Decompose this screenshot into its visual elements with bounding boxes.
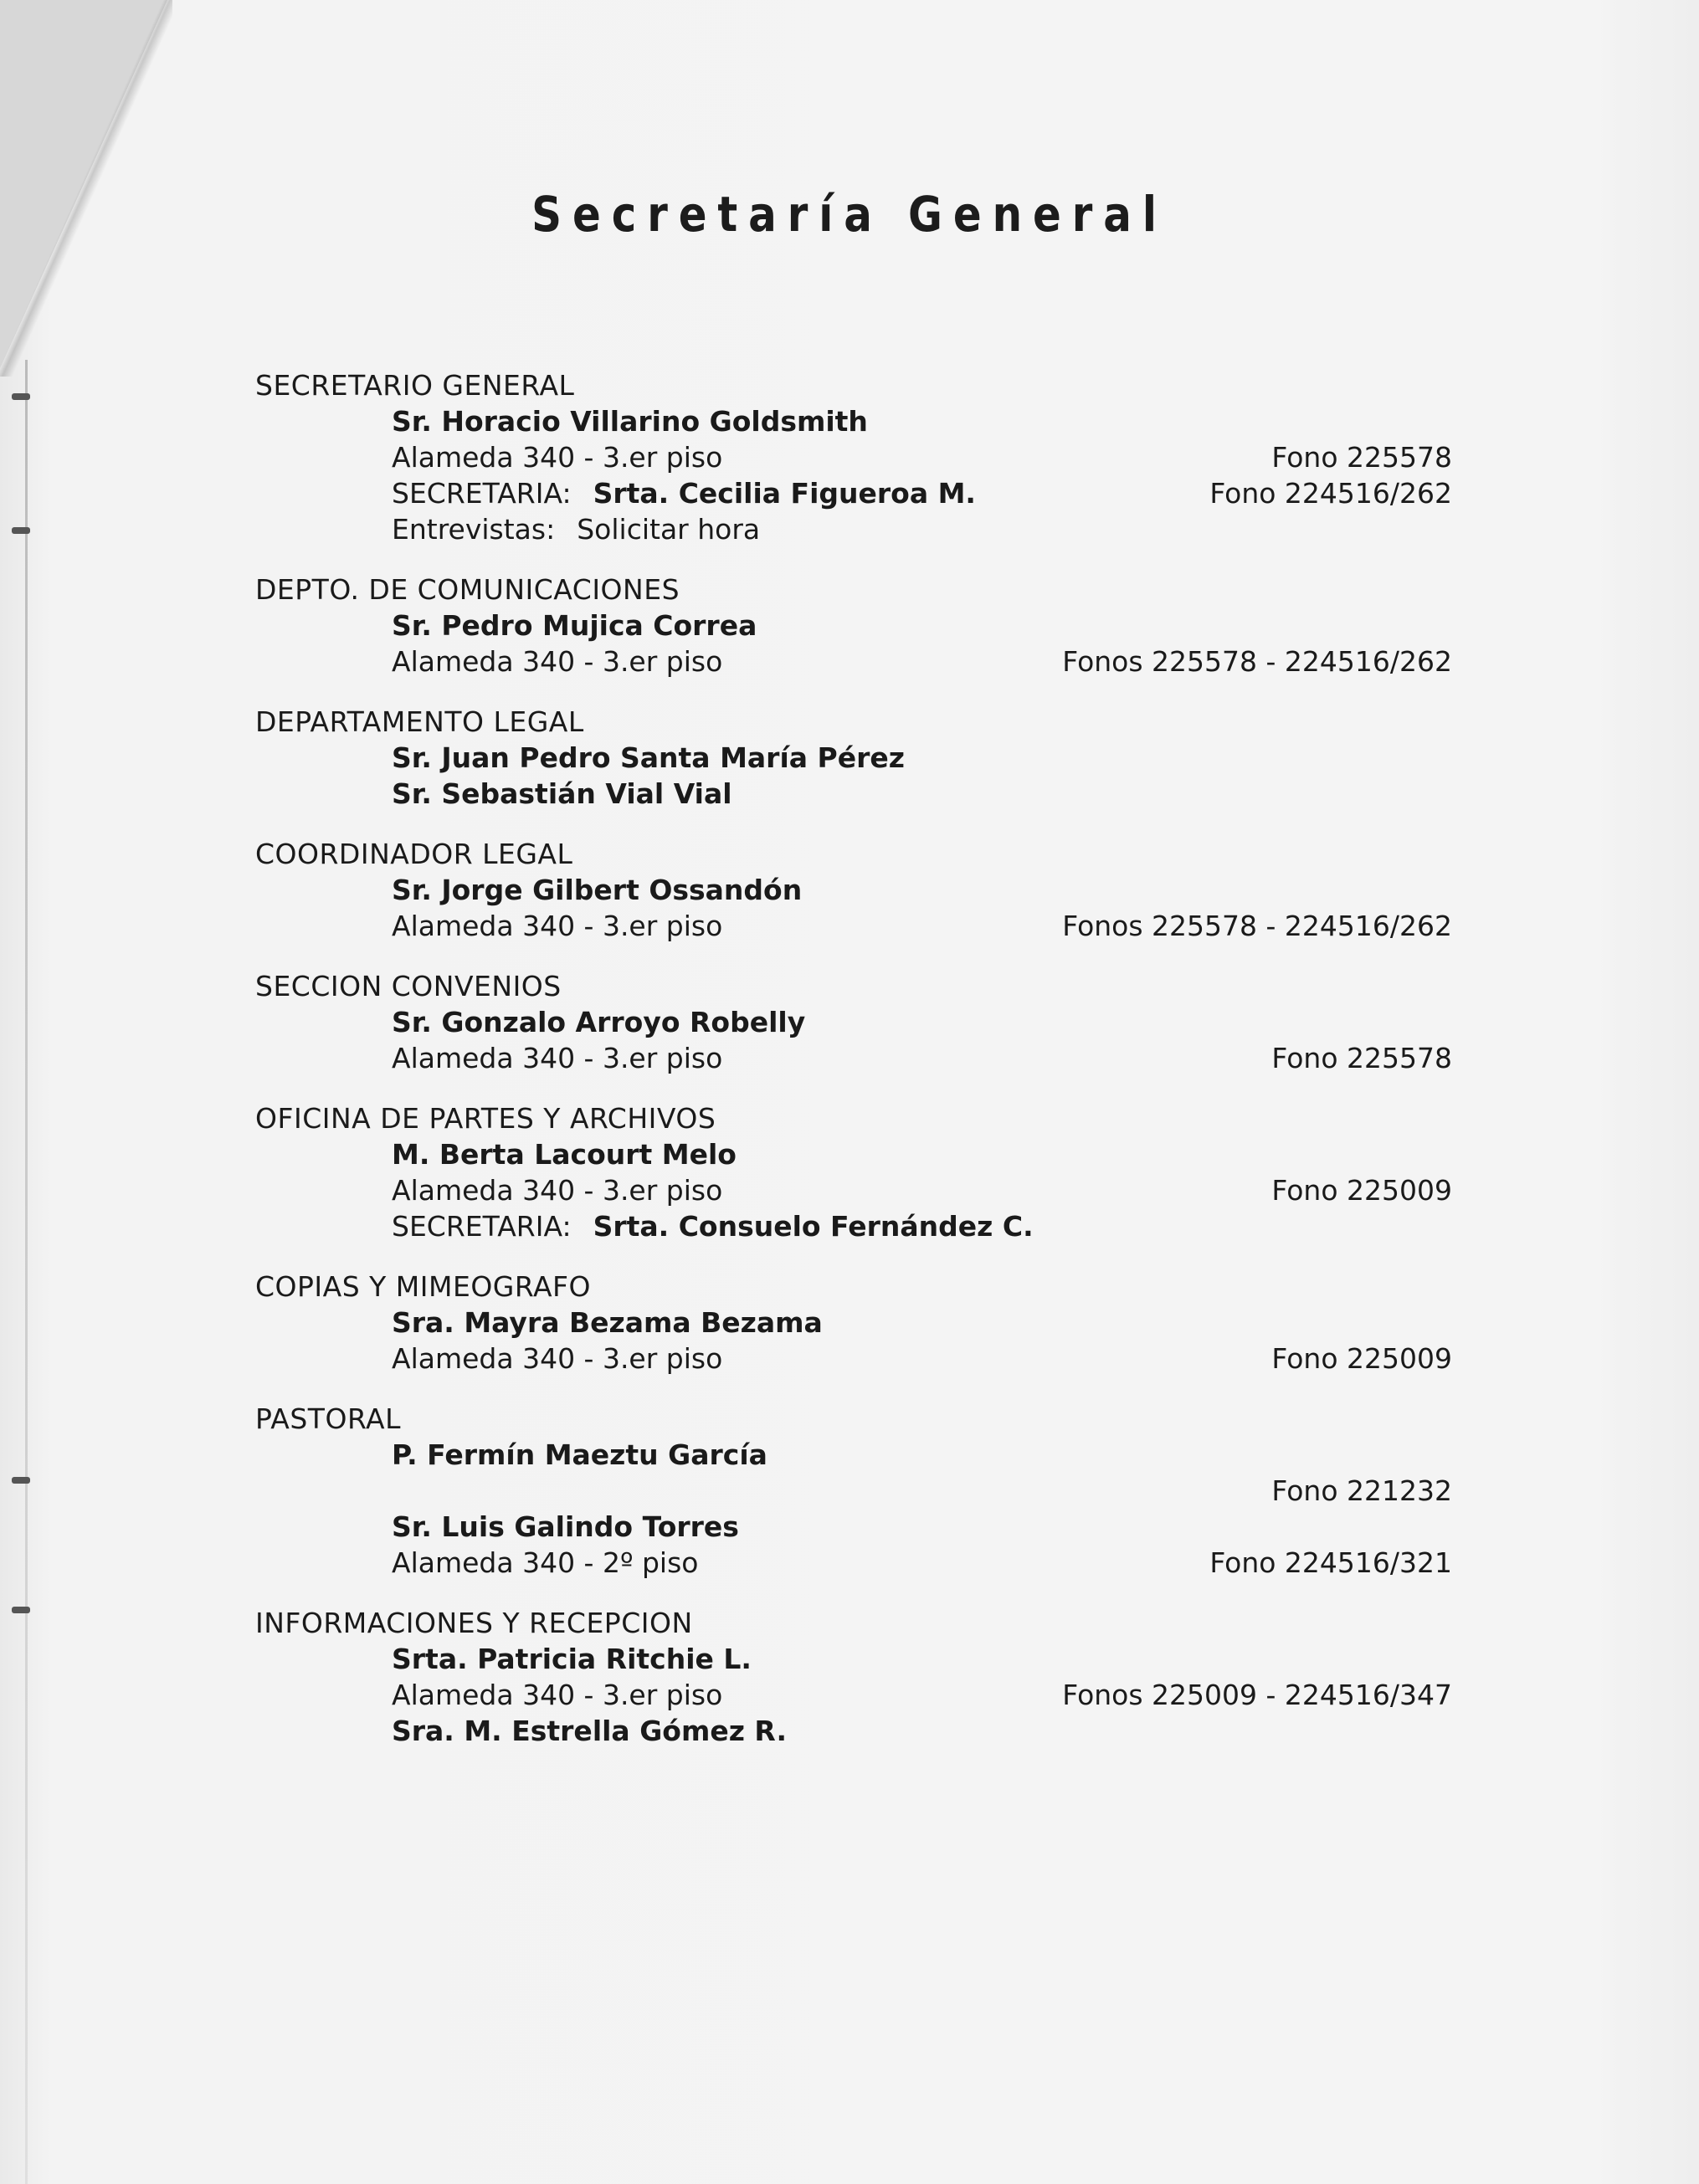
phone-number: Fono 224516/321 [1209,1546,1452,1579]
address-line [392,1040,1452,1076]
person-name-text: Sr. Luis Galindo Torres [392,1510,739,1543]
person-name [392,1437,1452,1473]
entry-heading: DEPARTAMENTO LEGAL [255,705,584,738]
entry-heading: SECCION CONVENIOS [255,970,562,1002]
address-line [392,1545,1452,1581]
person-name-text: Sra. M. Estrella Gómez R. [392,1715,787,1747]
phone-number: Fonos 225578 - 224516/262 [1062,645,1452,678]
binder-hole-mark [12,393,30,400]
address-text: Alameda 340 - 3.er piso [392,441,723,474]
line-label: SECRETARIA: [392,477,572,510]
address-text: Alameda 340 - 3.er piso [392,1342,723,1375]
person-name [392,608,1452,643]
directory-entry [255,1101,1452,1244]
person-name [392,1305,1452,1341]
entry-heading: COORDINADOR LEGAL [255,838,573,870]
address-line [392,908,1452,944]
phone-number: Fono 225578 [1271,1042,1452,1074]
address-line [392,1473,1452,1509]
entry-heading: INFORMACIONES Y RECEPCION [255,1607,693,1639]
binder-hole-mark [12,1477,30,1484]
address-text: Alameda 340 - 3.er piso [392,1174,723,1207]
phone-number: Fonos 225009 - 224516/347 [1062,1679,1452,1711]
person-name [392,740,1452,776]
directory-entry [255,837,1452,944]
person-name-text: Sr. Jorge Gilbert Ossandón [392,874,803,906]
address-text: Alameda 340 - 3.er piso [392,910,723,942]
person-name-text: Sr. Horacio Villarino Goldsmith [392,405,868,438]
person-name-text: Sr. Juan Pedro Santa María Pérez [392,741,905,774]
directory-entry [255,1402,1452,1581]
person-name [392,1136,1452,1172]
directory-entry [255,969,1452,1076]
line-label: SECRETARIA: [392,1210,572,1243]
directory-list [255,368,1452,1774]
line-value: Srta. Consuelo Fernández C. [593,1210,1034,1243]
phone-number: Fono 225009 [1271,1174,1452,1207]
address-text: Alameda 340 - 3.er piso [392,645,723,678]
person-name-text: P. Fermín Maeztu García [392,1438,767,1471]
binder-hole-mark [12,527,30,534]
phone-number: Fono 225578 [1271,441,1452,474]
entry-heading: SECRETARIO GENERAL [255,369,575,402]
phone-number: Fono 225009 [1271,1342,1452,1375]
entry-heading: OFICINA DE PARTES Y ARCHIVOS [255,1102,716,1135]
address-line [392,643,1452,679]
page-title: Secretaría General [531,186,1168,243]
labeled-line [392,475,1452,511]
person-name-text: Srta. Patricia Ritchie L. [392,1643,752,1675]
address-text: Alameda 340 - 3.er piso [392,1042,723,1074]
phone-number: Fono 224516/262 [1209,477,1452,510]
person-name-text: Sra. Mayra Bezama Bezama [392,1306,823,1339]
phone-number: Fonos 225578 - 224516/262 [1062,910,1452,942]
phone-number: Fono 221232 [1271,1474,1452,1507]
line-label: Entrevistas: [392,513,556,546]
address-line [392,1172,1452,1208]
page-edge-shadow [25,360,28,2184]
person-name-text: Sr. Pedro Mujica Correa [392,609,757,642]
address-text: Alameda 340 - 2º piso [392,1546,699,1579]
person-name-text: Sr. Sebastián Vial Vial [392,777,732,810]
address-line [392,439,1452,475]
entry-heading: COPIAS Y MIMEOGRAFO [255,1270,592,1303]
person-name [392,1509,1452,1545]
directory-entry [255,705,1452,812]
address-line [392,1677,1452,1713]
person-name [392,872,1452,908]
address-text: Alameda 340 - 3.er piso [392,1679,723,1711]
person-name-text: Sr. Gonzalo Arroyo Robelly [392,1006,806,1038]
person-name [392,1641,1452,1677]
directory-entry [255,572,1452,679]
person-name-text: M. Berta Lacourt Melo [392,1138,737,1171]
directory-entry [255,1269,1452,1377]
line-value: Srta. Cecilia Figueroa M. [593,477,976,510]
labeled-line [392,1208,1452,1244]
person-name [392,403,1452,439]
entry-heading: PASTORAL [255,1402,401,1435]
line-value: Solicitar hora [577,513,761,546]
labeled-line [392,511,1452,547]
binder-hole-mark [12,1607,30,1613]
person-name [392,1713,1452,1749]
person-name [392,1004,1452,1040]
address-line [392,1341,1452,1377]
person-name [392,776,1452,812]
directory-entry [255,368,1452,547]
entry-heading: DEPTO. DE COMUNICACIONES [255,573,680,606]
directory-entry [255,1606,1452,1749]
address-text [392,1474,401,1507]
